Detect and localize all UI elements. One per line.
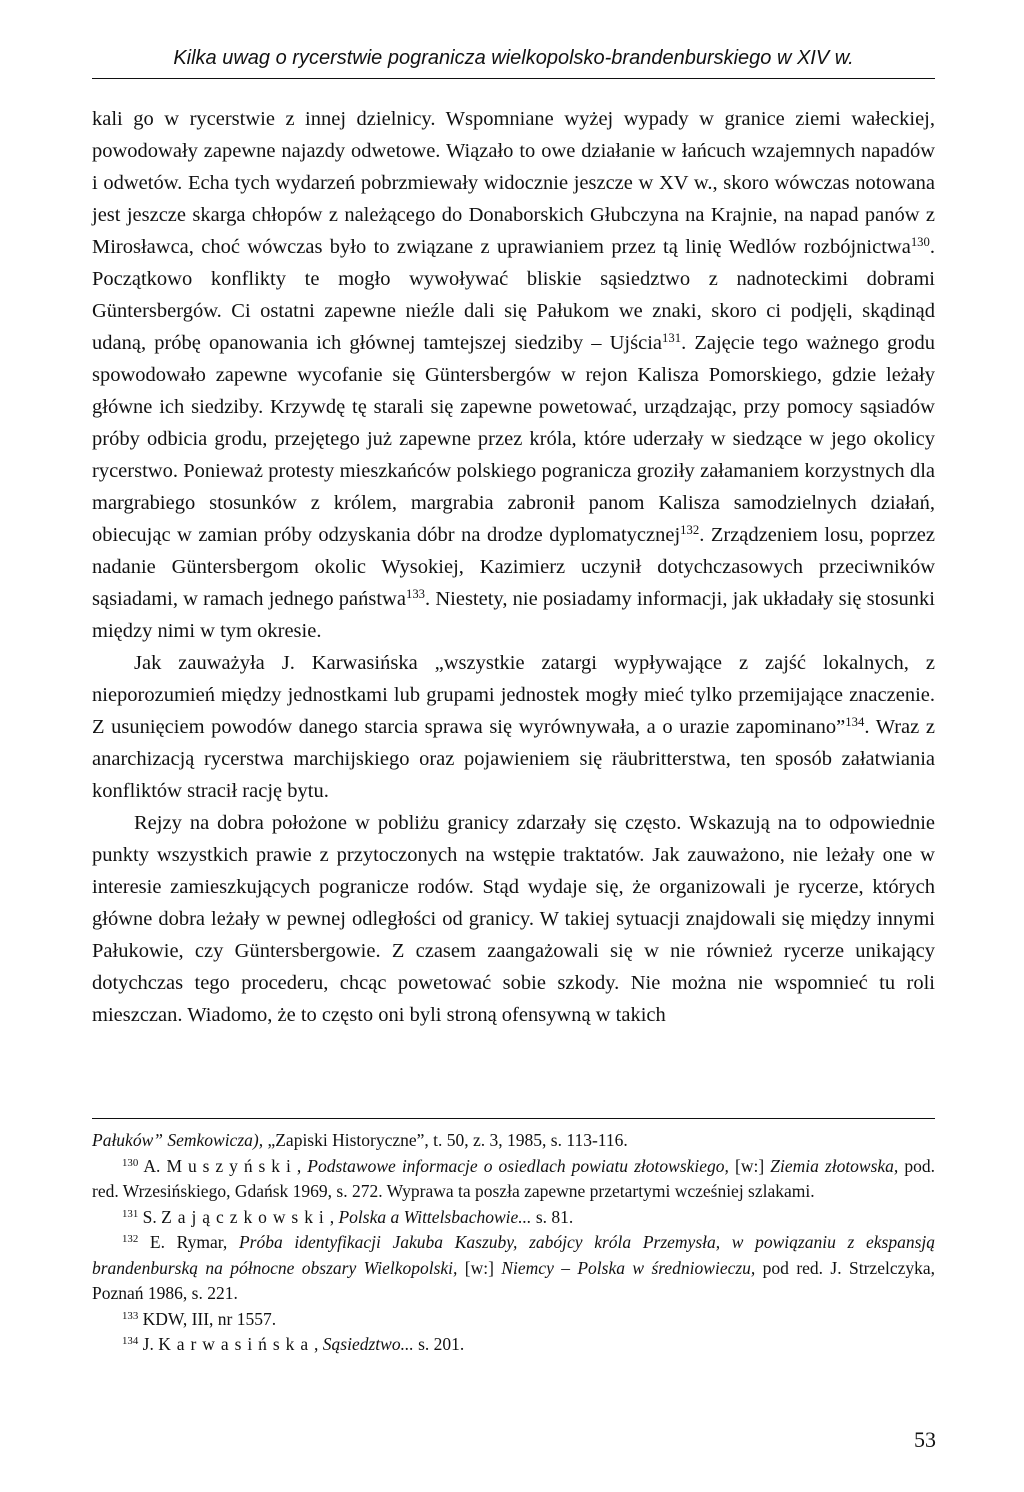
- footnote-continuation-italic: Pałuków” Semkowicza),: [92, 1130, 264, 1150]
- footnote-author: Zajączkowski: [161, 1206, 330, 1227]
- paragraph-3: Rejzy na dobra położone w pobliżu granicy zdarzały się często. Wskazują na to odpowiednie punkty wszystkich prawie z przytoczonych na wstępie traktatów. Jak zauważono, nie leżały one w interesie zamieszkujących pogranicze rodów. Stąd wydaje się, że organizowali je rycerze, których główne dobra leżały w pewnej odległości od granicy. W takiej sytuacji znajdowali się między innymi Pałukowie, czy Güntersbergowie. Z czasem zaangażowali się w nie również rycerze unikający dotychczas tego procederu, chcąc powetować sobie szkody. Nie można nie wspomnieć tu roli mieszczan. Wiadomo, że to często oni byli stroną ofensywną w takich: [92, 812, 935, 1026]
- page-number: 53: [914, 1427, 936, 1452]
- footnote-separator-comma: ,: [314, 1334, 323, 1354]
- footnote-title: Polska a Wittelsbachowie...: [338, 1206, 532, 1227]
- paragraph-1-part-1: kali go w rycerstwie z innej dzielnicy. Wspomniane wyżej wypady w granice ziemi wałeckiej, powodowały zapewne najazdy odwetowe. Wiązało to owe działanie w łańcuch wzajemnych napadów i odwetów. Echa tych wydarzeń pobrzmiewały widocznie jeszcze w XV w., skoro wówczas notowana jest jeszcze skarga chłopów z należącego do Donaborskich Głubczyna na Krajnie, na napad panów z Mirosławca, choć wówczas było to związane z uprawianiem przez tą linię Wedlów rozbójnictwa: [92, 108, 935, 258]
- footnote-title: Próba identyfikacji Jakuba Kaszuby, zabójcy króla Przemysła, w powiązaniu z ekspansją brandenburską na północne obszary Wielkopolski,: [92, 1232, 935, 1278]
- paragraph-1-part-3: . Zajęcie tego ważnego grodu spowodowało zapewne wycofanie się Güntersbergów w rejon Kalisza Pomorskiego, gdzie leżały główne ich siedziby. Krzywdę tę starali się zapewne powetować, urządzając, przy pomocy sąsiadów próby odbicia grodu, przejętego już zapewne przez króla, które uderzały w siedzące w jego okolicy rycerstwo. Ponieważ protesty mieszkańców polskiego pogranicza groziły załamaniem korzystnych dla margrabiego stosunków z królem, margrabia zabronił panom Kalisza samodzielnych działań, obiecując w zamian próby odzyskania dóbr na drodze dyplomatycznej: [92, 332, 935, 546]
- paragraph-2-part-2: . Wraz z anarchizacją rycerstwa marchijskiego oraz pojawieniem się räubritterstwa, ten sposób załatwiania konfliktów stracił rację bytu.: [92, 716, 935, 802]
- footnotes: [92, 1128, 935, 1358]
- footnote-ref-133: 133: [405, 587, 426, 602]
- footnote-author-initial: J.: [138, 1334, 159, 1354]
- footnote-separator-comma: ,: [296, 1155, 308, 1176]
- footnote-ref-130: 130: [910, 235, 930, 250]
- paragraph-1-part-4: . Zrządzeniem losu, poprzez nadanie Güntersbergom okolic Wysokiej, Kazimierz uczynił dotychczasowych przeciwników sąsiadami, w ramach jednego państwa: [92, 524, 936, 610]
- paragraph-1-part-5: . Niestety, nie posiadamy informacji, jak układały się stosunki między nimi w tym okresie.: [92, 588, 936, 642]
- footnote-title-2: Niemcy – Polska w średniowieczu,: [501, 1257, 756, 1278]
- footnote-separator-comma: ,: [329, 1206, 339, 1227]
- footnote-continuation: [92, 1128, 935, 1154]
- footnote-number: 131: [122, 1207, 139, 1220]
- footnote-ref-134: 134: [845, 715, 865, 730]
- footnote-rest: pod red. J. Strzelczyka, Poznań 1986, s. 221.: [92, 1257, 936, 1303]
- paragraph-2: [92, 647, 935, 807]
- footnote-title: Podstawowe informacje o osiedlach powiatu złotowskiego,: [307, 1155, 729, 1176]
- footnote-number: 130: [122, 1156, 139, 1169]
- main-text: [92, 103, 935, 1031]
- paragraph-1-part-2: . Początkowo konflikty te mogło wywoływać bliskie sąsiedztwo z nadnoteckimi dobrami Güntersbergów. Ci ostatni zapewne nieźle dali się Pałukom we znaki, skoro ci podjęli, skądinąd udaną, próbę opanowania ich głównej tamtejszej siedziby – Ujścia: [92, 236, 935, 354]
- footnote-author: E. Rymar,: [138, 1232, 239, 1252]
- footnote-in: [w:]: [457, 1257, 502, 1278]
- footnote-130: [92, 1154, 935, 1205]
- running-header-title: Kilka uwag o rycerstwie pogranicza wielkopolsko-brandenburskiego w XIV w.: [173, 47, 854, 69]
- footnote-132: [92, 1230, 935, 1307]
- paragraph-1: [92, 103, 935, 647]
- footnote-ref-131: 131: [662, 331, 682, 346]
- footnote-title: Sąsiedztwo...: [322, 1334, 414, 1354]
- footnote-ref-132: 132: [680, 523, 700, 538]
- footnote-134: [92, 1332, 935, 1358]
- footnote-in: [w:]: [728, 1155, 771, 1176]
- running-header: [92, 44, 935, 79]
- footnote-text: KDW, III, nr 1557.: [138, 1308, 277, 1329]
- footnote-separator: [92, 1118, 935, 1119]
- footnote-number: 134: [122, 1335, 139, 1348]
- footnote-number: 132: [122, 1233, 139, 1246]
- footnote-133: [92, 1307, 935, 1333]
- paragraph-2-part-1: Jak zauważyła J. Karwasińska „wszystkie zatargi wypływające z zajść lokalnych, z nieporozumień między jednostkami lub grupami jednostek mogły mieć tylko przemijające znaczenie. Z usunięciem powodów danego starcia sprawa się wyrównywała, a o urazie zapominano”: [92, 652, 935, 738]
- footnote-rest: pod. red. Wrzesińskiego, Gdańsk 1969, s. 272. Wyprawa ta poszła zapewne przetartymi wcześniej szlakami.: [92, 1155, 936, 1201]
- footnote-continuation-rest: „Zapiski Historyczne”, t. 50, z. 3, 1985, s. 113-116.: [263, 1130, 628, 1150]
- footnote-131: [92, 1205, 935, 1231]
- footnote-author: Muszyński: [166, 1155, 297, 1176]
- footnote-author: Karwasińska: [158, 1334, 315, 1354]
- footnote-number: 133: [122, 1309, 139, 1322]
- footnote-rest: s. 201.: [413, 1334, 465, 1354]
- footnote-rest: s. 81.: [531, 1206, 574, 1227]
- footnote-author-initial: A.: [138, 1155, 167, 1176]
- footnote-author-initial: S.: [138, 1206, 162, 1227]
- footnote-title-2: Ziemia złotowska,: [770, 1155, 899, 1176]
